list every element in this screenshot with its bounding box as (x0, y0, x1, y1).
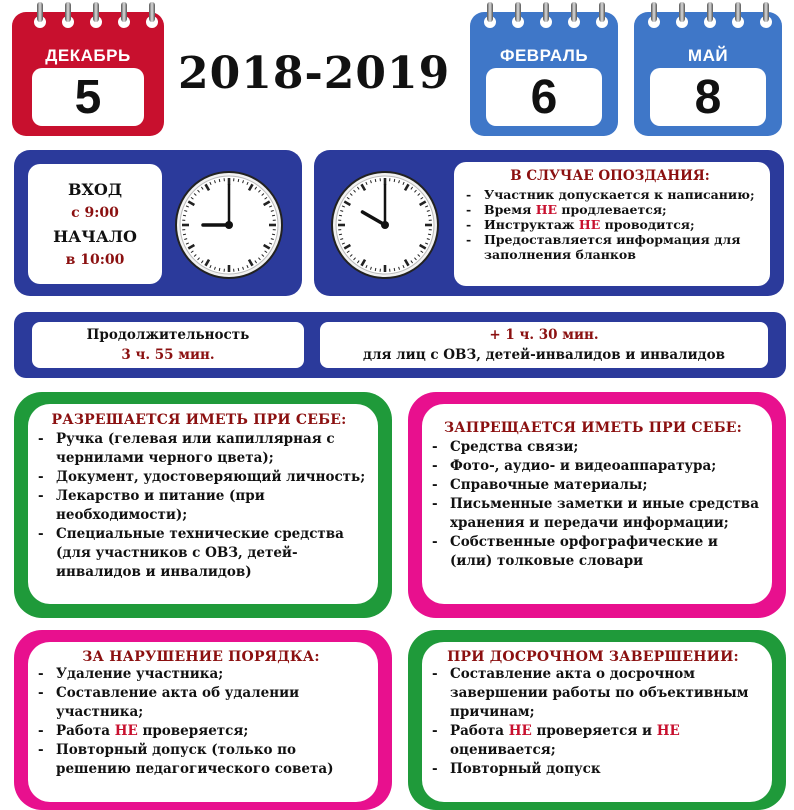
early-list (426, 665, 760, 779)
violation-title: ЗА НАРУШЕНИЕ ПОРЯДКА: (32, 649, 370, 665)
late-rules-box (454, 162, 770, 286)
entry-time: с 9:00 (28, 205, 162, 221)
calendar-month: ДЕКАБРЬ (12, 46, 164, 66)
clock-minute-tick (183, 234, 186, 235)
entry-label: ВХОД (28, 180, 162, 199)
list-item: - Повторный допуск (только по решению педагогического совета) (32, 741, 370, 779)
forbidden-list (426, 438, 760, 571)
list-item: - Собственные орфографические и (или) толковые словари (426, 533, 760, 571)
clock-minute-tick (219, 179, 220, 182)
calendar-day: 8 (650, 68, 766, 126)
clock-icon (174, 170, 284, 280)
start-time: в 10:00 (28, 252, 162, 268)
calendar-rings (12, 2, 164, 28)
extra-time-note: для лиц с ОВЗ, детей-инвалидов и инвалидов (320, 347, 768, 363)
clock-minute-tick (272, 215, 275, 216)
calendar-may (634, 12, 782, 136)
violation-box (28, 642, 378, 802)
list-item: - Составление акта об удалении участника; (32, 684, 370, 722)
school-years: 2018-2019 (178, 48, 450, 99)
violation-frame (14, 630, 392, 810)
entry-time-panel (14, 150, 302, 296)
clock-center (381, 221, 389, 229)
late-list (460, 187, 760, 262)
calendar-december (12, 12, 164, 136)
clock-minute-tick (394, 179, 395, 182)
list-item: - Удаление участника; (32, 665, 370, 684)
list-item: - Повторный допуск (426, 760, 760, 779)
clock-minute-tick (339, 215, 342, 216)
list-item: - Средства связи; (426, 438, 760, 457)
clock-minute-tick (272, 234, 275, 235)
extra-time: + 1 ч. 30 мин. (320, 327, 768, 343)
list-item: - Лекарство и питание (при необходимости); (32, 487, 366, 525)
early-box (422, 642, 772, 802)
duration-panel (14, 312, 786, 378)
calendar-day: 6 (486, 68, 602, 126)
clock-center (225, 221, 233, 229)
calendar-day: 5 (32, 68, 144, 126)
extra-time-box (320, 322, 768, 368)
list-item: - Составление акта о досрочном завершении работы по объективным причинам; (426, 665, 760, 722)
clock-minute-tick (339, 234, 342, 235)
calendar-month: МАЙ (634, 46, 782, 66)
list-item: - Специальные технические средства (для участников с ОВЗ, детей-инвалидов и инвалидов) (32, 525, 366, 582)
list-item: - Документ, удостоверяющий личность; (32, 468, 366, 487)
allowed-title: РАЗРЕШАЕТСЯ ИМЕТЬ ПРИ СЕБЕ: (32, 412, 366, 428)
duration-box (32, 322, 304, 368)
clock-minute-tick (219, 268, 220, 271)
list-item: - Время НЕ продлевается; (460, 202, 760, 217)
start-label: НАЧАЛО (28, 227, 162, 246)
list-item: - Предоставляется информация для заполнения бланков (460, 232, 760, 262)
clock-minute-tick (183, 215, 186, 216)
list-item: - Справочные материалы; (426, 476, 760, 495)
clock-minute-tick (375, 268, 376, 271)
forbidden-frame (408, 392, 786, 618)
allowed-box (28, 404, 378, 604)
calendar-month: ФЕВРАЛЬ (470, 46, 618, 66)
clock-minute-tick (238, 179, 239, 182)
early-title: ПРИ ДОСРОЧНОМ ЗАВЕРШЕНИИ: (426, 649, 760, 665)
late-title: В СЛУЧАЕ ОПОЗДАНИЯ: (460, 169, 760, 184)
forbidden-box (422, 404, 772, 604)
clock-minute-tick (375, 179, 376, 182)
list-item: - Участник допускается к написанию; (460, 187, 760, 202)
violation-list (32, 665, 370, 779)
entry-time-box (28, 164, 162, 284)
clock-minute-tick (394, 268, 395, 271)
allowed-frame (14, 392, 392, 618)
duration-value: 3 ч. 55 мин. (32, 347, 304, 363)
late-panel (314, 150, 784, 296)
clock-icon (330, 170, 440, 280)
allowed-list (32, 430, 366, 582)
clock-minute-tick (428, 234, 431, 235)
list-item: - Письменные заметки и иные средства хранения и передачи информации; (426, 495, 760, 533)
list-item: - Фото-, аудио- и видеоаппаратура; (426, 457, 760, 476)
list-item: - Работа НЕ проверяется и НЕ оценивается; (426, 722, 760, 760)
forbidden-title: ЗАПРЕЩАЕТСЯ ИМЕТЬ ПРИ СЕБЕ: (426, 420, 760, 436)
early-frame (408, 630, 786, 810)
clock-minute-tick (428, 215, 431, 216)
clock-minute-tick (238, 268, 239, 271)
list-item: - Работа НЕ проверяется; (32, 722, 370, 741)
list-item: - Ручка (гелевая или капиллярная с чернилами черного цвета); (32, 430, 366, 468)
calendar-february (470, 12, 618, 136)
duration-label: Продолжительность (32, 327, 304, 343)
list-item: - Инструктаж НЕ проводится; (460, 217, 760, 232)
